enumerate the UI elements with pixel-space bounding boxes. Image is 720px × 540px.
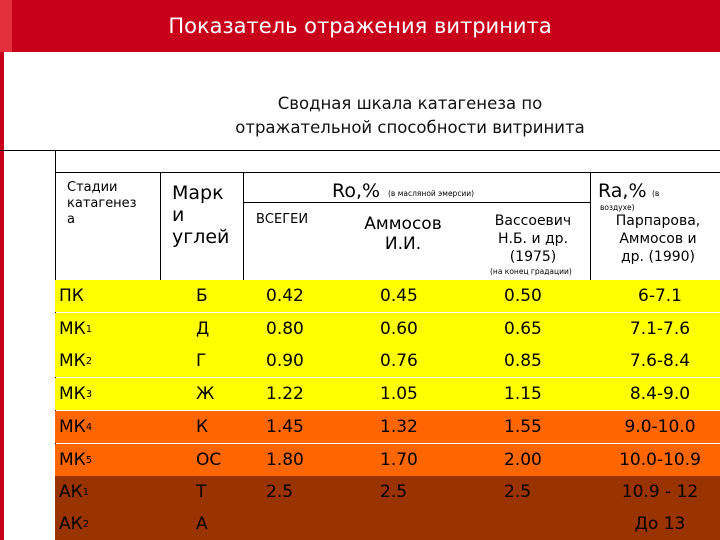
cell-stage: МК 5 (59, 450, 93, 470)
cell-parparova: 7.6-8.4 (629, 351, 691, 371)
cell-parparova: 9.0-10.0 (624, 417, 696, 437)
cell-ammosov: 1.32 (380, 417, 418, 437)
cell-vassoevich (504, 508, 594, 540)
cell-vsegei: 1.80 (266, 450, 304, 470)
header-split-line (243, 202, 590, 203)
cell-vassoevich: 0.65 (504, 319, 542, 339)
cell-vsegei: 0.90 (266, 351, 304, 371)
table-row (55, 476, 720, 508)
cell-parparova: 8.4-9.0 (629, 384, 691, 404)
header-ammosov: Аммосов И.И. (364, 214, 442, 254)
table-row (55, 345, 720, 377)
cell-vassoevich: 0.50 (504, 286, 542, 306)
cell-vsegei: 1.45 (266, 417, 304, 437)
cell-coal-brand: К (196, 417, 209, 437)
cell-vassoevich: 0.85 (504, 351, 542, 371)
cell-vassoevich: 1.15 (504, 384, 542, 404)
table-row (55, 378, 720, 410)
header-ro-note: (в масляной эмерсии) (388, 189, 475, 198)
cell-vassoevich: 1.55 (504, 417, 542, 437)
cell-ammosov: 2.5 (380, 482, 408, 502)
table-row (55, 411, 720, 443)
header-coal-brand: Марк и углей (172, 182, 230, 248)
cell-coal-brand: А (196, 514, 208, 534)
cell-ammosov: 1.05 (380, 384, 418, 404)
cell-vassoevich: 2.00 (504, 450, 542, 470)
header-parparova: Парпарова, Аммосов и др. (1990) (615, 213, 701, 265)
cell-parparova: 7.1-7.6 (629, 319, 691, 339)
cell-stage: АК 1 (59, 482, 90, 502)
cell-parparova: 10.0-10.9 (619, 450, 701, 470)
header-ra: Ra,% (598, 180, 647, 202)
header-ro: Ro,% (332, 180, 381, 202)
cell-coal-brand: Ж (196, 384, 215, 404)
header-vsegei: ВСЕГЕИ (256, 212, 309, 227)
table-row (55, 508, 720, 540)
cell-parparova: 6-7.1 (638, 286, 682, 306)
header-vassoevich-note: (на конец градации) (490, 267, 572, 276)
header-top-border (55, 172, 720, 173)
caption-line-1: Сводная шкала катагенеза по (277, 94, 543, 113)
caption-line-2: отражательной способности витринита (235, 118, 585, 137)
cell-ammosov: 0.60 (380, 319, 418, 339)
cell-coal-brand: ОС (196, 450, 222, 470)
cell-vsegei: 0.80 (266, 319, 304, 339)
table-row (55, 280, 720, 312)
header-vassoevich: Вассоевич Н.Б. и др. (1975) (494, 213, 572, 265)
table-row (55, 313, 720, 345)
cell-stage: МК 2 (59, 351, 93, 371)
table-row (55, 444, 720, 476)
header-divider-3 (590, 172, 591, 280)
cell-vsegei: 2.5 (266, 482, 294, 502)
cell-coal-brand: Г (196, 351, 207, 371)
cell-stage: АК 2 (59, 514, 90, 534)
table-caption (160, 92, 660, 140)
cell-ammosov: 0.45 (380, 286, 418, 306)
cell-stage: МК 3 (59, 384, 93, 404)
header-ra-note-2: воздухе) (600, 203, 635, 212)
cell-parparova: До 13 (634, 514, 686, 534)
header-divider-2 (243, 172, 244, 280)
cell-coal-brand: Б (196, 286, 208, 306)
cell-ammosov: 0.76 (380, 351, 418, 371)
cell-stage: МК 1 (59, 319, 93, 339)
cell-coal-brand: Т (196, 482, 207, 502)
left-accent-rule (0, 52, 4, 540)
cell-vsegei: 1.22 (266, 384, 304, 404)
cell-vassoevich: 2.5 (504, 482, 532, 502)
table-top-border (0, 150, 720, 151)
cell-ammosov (380, 508, 470, 540)
cell-parparova: 10.9 - 12 (621, 482, 699, 502)
slide-title: Показатель отражения витринита (168, 14, 552, 38)
header-divider-1 (160, 172, 161, 280)
header-ra-note: (в (652, 189, 660, 198)
cell-coal-brand: Д (196, 319, 210, 339)
cell-stage: ПК (59, 286, 84, 306)
cell-vsegei: 0.42 (266, 286, 304, 306)
cell-vsegei (266, 508, 346, 540)
header-stage: Стадии катагенез а (67, 180, 137, 227)
cell-ammosov: 1.70 (380, 450, 418, 470)
cell-stage: МК 4 (59, 417, 93, 437)
